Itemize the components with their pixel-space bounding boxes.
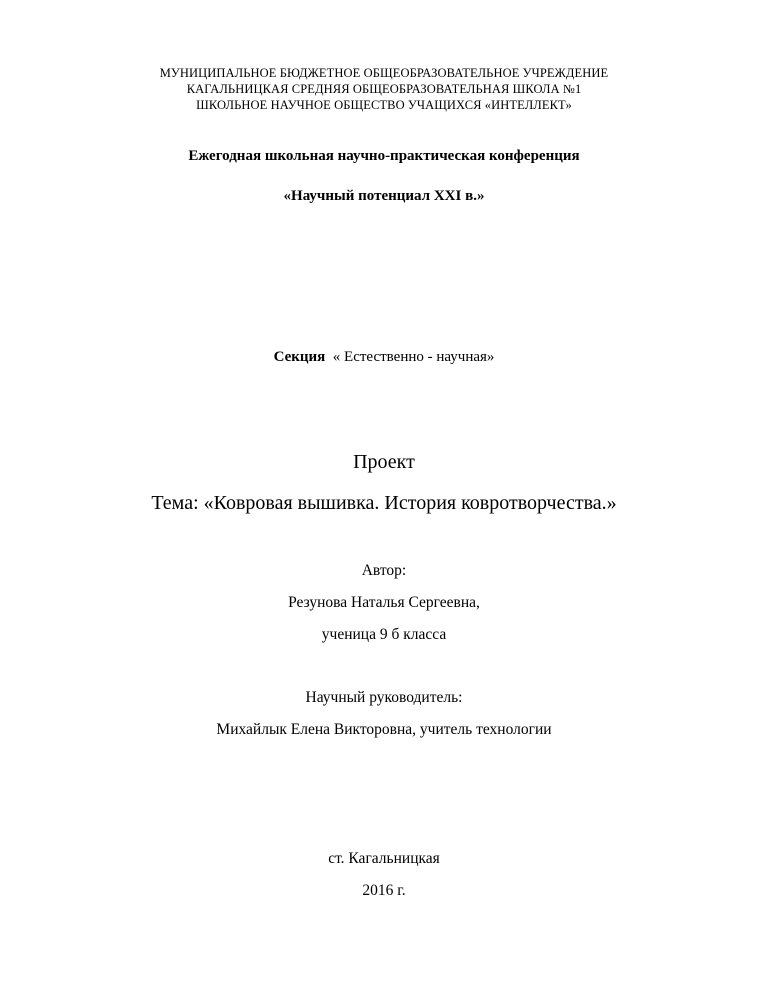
project-label: Проект (353, 451, 415, 473)
section-line (0, 349, 768, 366)
header-line-2: КАГАЛЬНИЦКАЯ СРЕДНЯЯ ОБЩЕОБРАЗОВАТЕЛЬНАЯ ШКОЛА №1 (186, 82, 582, 96)
supervisor-name: Михайлык Елена Викторовна, учитель технологии (216, 721, 552, 738)
footer-year: 2016 г. (362, 882, 406, 899)
section-label: Секция (273, 349, 326, 365)
footer-place: ст. Кагальницкая (328, 850, 440, 867)
section-value: « Естественно - научная» (332, 349, 495, 365)
conference-name: «Научный потенциал XXI в.» (283, 188, 485, 204)
author-name: Резунова Наталья Сергеевна, (288, 594, 480, 611)
conference-title: Ежегодная школьная научно-практическая конференция (188, 148, 580, 164)
header-line-3: ШКОЛЬНОЕ НАУЧНОЕ ОБЩЕСТВО УЧАЩИХСЯ «ИНТЕЛЛЕКТ» (196, 98, 572, 112)
project-topic: Тема: «Ковровая вышивка. История ковротворчества.» (151, 492, 617, 514)
header-line-1: МУНИЦИПАЛЬНОЕ БЮДЖЕТНОЕ ОБЩЕОБРАЗОВАТЕЛЬНОЕ УЧРЕЖДЕНИЕ (159, 66, 609, 80)
author-grade: ученица 9 б класса (321, 626, 447, 643)
supervisor-label: Научный руководитель: (305, 689, 463, 706)
author-label: Автор: (361, 562, 407, 579)
